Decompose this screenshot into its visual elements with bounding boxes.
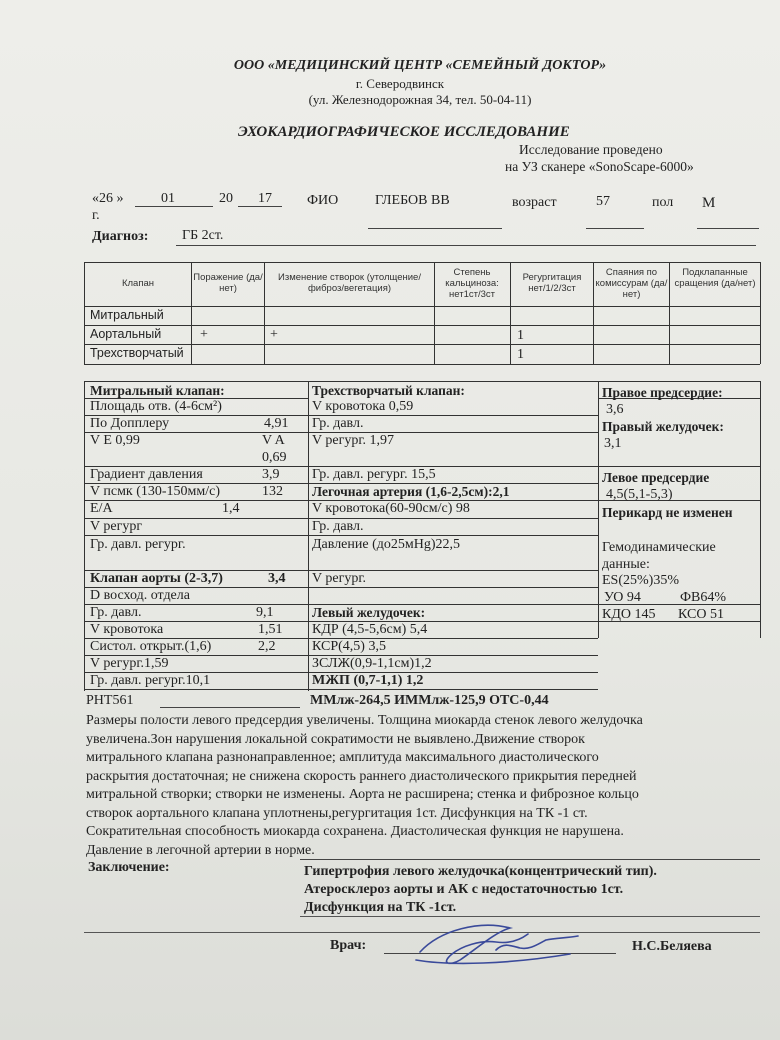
mitral-title: Митральный клапан: — [90, 383, 225, 398]
th-valve: Клапан — [121, 278, 155, 289]
lv-mzhp: МЖП (0,7-1,1) 1,2 — [312, 673, 424, 688]
row-aortic-change: + — [270, 327, 278, 342]
aortic-dvos: D восход. отдела — [90, 588, 190, 603]
date-g: г. — [92, 208, 100, 223]
date-year: 17 — [258, 191, 272, 206]
mitral-vpsmk-value: 132 — [262, 484, 283, 499]
scanner-line-2: на УЗ сканере «SonoScape-6000» — [505, 159, 694, 174]
aortic-preg: Гр. давл. регург.10,1 — [90, 673, 211, 688]
th-regurg: Регургитация нет/1/2/3ст — [522, 272, 582, 294]
scanner-line-1: Исследование проведено — [519, 142, 663, 157]
mitral-doppler-value: 4,91 — [264, 416, 289, 431]
row-aortic-name: Аортальный — [90, 327, 162, 341]
pulm-artery-v: V кровотока(60-90см/с) 98 — [312, 501, 470, 516]
sex-value: М — [702, 195, 716, 211]
fio-label: ФИО — [307, 193, 339, 208]
pulm-artery-pressure: Давление (до25мHg)22,5 — [312, 537, 461, 552]
row-tricuspid-regurg: 1 — [517, 347, 524, 362]
row-mitral-name: Митральный — [90, 308, 164, 322]
aortic-sist-value: 2,2 — [258, 639, 276, 654]
mitral-ea-value: 1,4 — [222, 501, 240, 516]
conclusion-line-2: Атеросклероз аорты и АК с недостаточностью 1ст. — [304, 882, 624, 897]
th-commissure: Спаяния по комиссурам (да/нет) — [595, 267, 668, 300]
age-line — [586, 228, 644, 229]
ra-value: 3,6 — [606, 402, 624, 417]
tricuspid-vreg: V регург. 1,97 — [312, 433, 394, 448]
rv-value: 3,1 — [604, 436, 622, 451]
row-aortic-lesion: + — [200, 327, 208, 342]
mitral-vpsmk: V псмк (130-150мм/с) — [90, 484, 221, 499]
fio-line — [368, 228, 502, 229]
description-line: Сократительная способность миокарда сохранена. Диастолическая функция не нарушена. — [86, 824, 624, 839]
hemo-kdo: КДО 145 — [602, 607, 656, 622]
mitral-ea: E/A — [90, 501, 113, 516]
description-line: митральной створки; створки не изменены. Аорта не расширена; стенка и фиброзное кольцо — [86, 787, 639, 802]
tricuspid-title: Трехстворчатый клапан: — [312, 383, 465, 398]
tricuspid-vkr: V кровотока 0,59 — [312, 399, 414, 414]
pht-value: PHT561 — [86, 693, 134, 708]
description-line: створок аортального клапана уплотнены,регургитация 1ст. Дисфункция на ТК -1 ст. — [86, 805, 588, 821]
description-line: увеличена.Зон нарушения локальной сократимости не выявлено.Движение створок — [86, 731, 585, 747]
sex-line — [697, 228, 759, 229]
lv-mass: ММлж-264,5 ИММлж-125,9 ОТС-0,44 — [310, 693, 549, 708]
page-title: ЭХОКАРДИОГРАФИЧЕСКОЕ ИССЛЕДОВАНИЕ — [238, 124, 570, 140]
row-tricuspid-name: Трехстворчатый — [90, 346, 184, 360]
mitral-vregurg: V регург — [90, 519, 143, 534]
date-day: «26 » — [92, 191, 124, 206]
description-line: Давление в легочной артерии в норме. — [86, 842, 315, 858]
mitral-doppler: По Допплеру — [90, 416, 170, 431]
doctor-label: Врач: — [330, 938, 367, 953]
aortic-sist: Систол. открыт.(1,6) — [90, 639, 212, 654]
lv-zslzh: ЗСЛЖ(0,9-1,1см)1,2 — [312, 656, 432, 671]
ra-title: Правое предсердие: — [602, 385, 723, 400]
pulm-artery-vreg: V регург. — [312, 571, 366, 586]
date-year-prefix: 20 — [219, 191, 233, 206]
lv-mzhp-label — [312, 673, 423, 689]
aortic-title: Клапан аорты (2-3,7) — [90, 571, 223, 586]
th-calc: Степень кальциноза: нет1ст/3ст — [445, 267, 499, 300]
lv-ksr: КСР(4,5) 3,5 — [312, 639, 386, 654]
tricuspid-grd: Гр. давл. — [312, 416, 364, 431]
mitral-va-label: V A — [262, 433, 285, 448]
mitral-gradient-value: 3,9 — [262, 467, 280, 482]
description-line: митрального клапана разнонаправленное; амплитуда максимального диастолического — [86, 750, 599, 765]
mitral-ve: V E 0,99 — [90, 433, 140, 448]
conclusion-line-1: Гипертрофия левого желудочка(концентрический тип). — [304, 864, 657, 879]
th-subvalvular: Подклапанные сращения (да/нет) — [674, 267, 756, 289]
doctor-name: Н.С.Беляева — [632, 939, 712, 954]
sex-label: пол — [652, 195, 674, 210]
pulm-artery-grd: Гр. давл. — [312, 519, 364, 534]
description-text — [86, 712, 746, 860]
conclusion-line-3: Дисфункция на ТК -1ст. — [304, 900, 457, 915]
row-aortic-regurg: 1 — [517, 328, 524, 343]
aortic-title-value: 3,4 — [268, 571, 286, 586]
la-value: 4,5(5,1-5,3) — [606, 487, 673, 502]
hemo-fv: ФВ64% — [680, 590, 727, 605]
pulm-artery-title: Легочная артерия (1,6-2,5см):2,1 — [312, 484, 510, 499]
hemo-title: Гемодинамические данные: — [602, 540, 716, 572]
tricuspid-preg: Гр. давл. регург. 15,5 — [312, 467, 436, 482]
age-value: 57 — [596, 194, 610, 209]
org-address: (ул. Железнодорожная 34, тел. 50-04-11) — [308, 92, 532, 107]
description-line: раскрытия достаточная; не снижена скорость раннего диастолического прикрытия передней — [86, 768, 637, 784]
aortic-vreg: V регург.1,59 — [90, 656, 169, 671]
la-title: Левое предсердие — [602, 470, 710, 485]
diagnosis-label: Диагноз: — [92, 229, 149, 244]
description-line: Размеры полости левого предсердия увеличены. Толщина миокарда стенок левого желудочка — [86, 713, 643, 728]
hemo-es: ES(25%)35% — [602, 573, 679, 588]
aortic-grd: Гр. давл. — [90, 605, 142, 620]
aortic-vkr-value: 1,51 — [258, 622, 283, 637]
signature — [400, 910, 590, 970]
conclusion-label: Заключение: — [88, 860, 170, 875]
mitral-pregurg: Гр. давл. регург. — [90, 537, 186, 552]
date-month: 01 — [161, 191, 175, 206]
age-label: возраст — [512, 195, 557, 210]
th-change: Изменение створок (утолщение/фиброз/вегетация) — [278, 272, 421, 294]
lv-title: Левый желудочек: — [312, 605, 426, 620]
org-name: ООО «МЕДИЦИНСКИЙ ЦЕНТР «СЕМЕЙНЫЙ ДОКТОР» — [233, 58, 607, 73]
fio-value: ГЛЕБОВ ВВ — [375, 193, 450, 208]
th-lesion: Поражение (да/нет) — [193, 272, 263, 294]
hemo-kso: КСО 51 — [678, 607, 724, 622]
diagnosis-line — [176, 245, 756, 246]
mitral-area: Площадь отв. (4-6см²) — [90, 399, 222, 414]
mitral-gradient: Градиент давления — [90, 467, 203, 482]
hemo-uo: УО 94 — [604, 590, 641, 605]
pericard: Перикард не изменен — [602, 505, 733, 520]
rv-title: Правый желудочек: — [602, 419, 724, 434]
lv-kdr: КДР (4,5-5,6см) 5,4 — [312, 622, 428, 637]
org-city: г. Северодвинск — [355, 76, 445, 91]
aortic-grd-value: 9,1 — [256, 605, 274, 620]
mitral-va-value: 0,69 — [262, 450, 287, 465]
diagnosis-value: ГБ 2ст. — [182, 228, 224, 243]
aortic-vkr: V кровотока — [90, 622, 164, 637]
